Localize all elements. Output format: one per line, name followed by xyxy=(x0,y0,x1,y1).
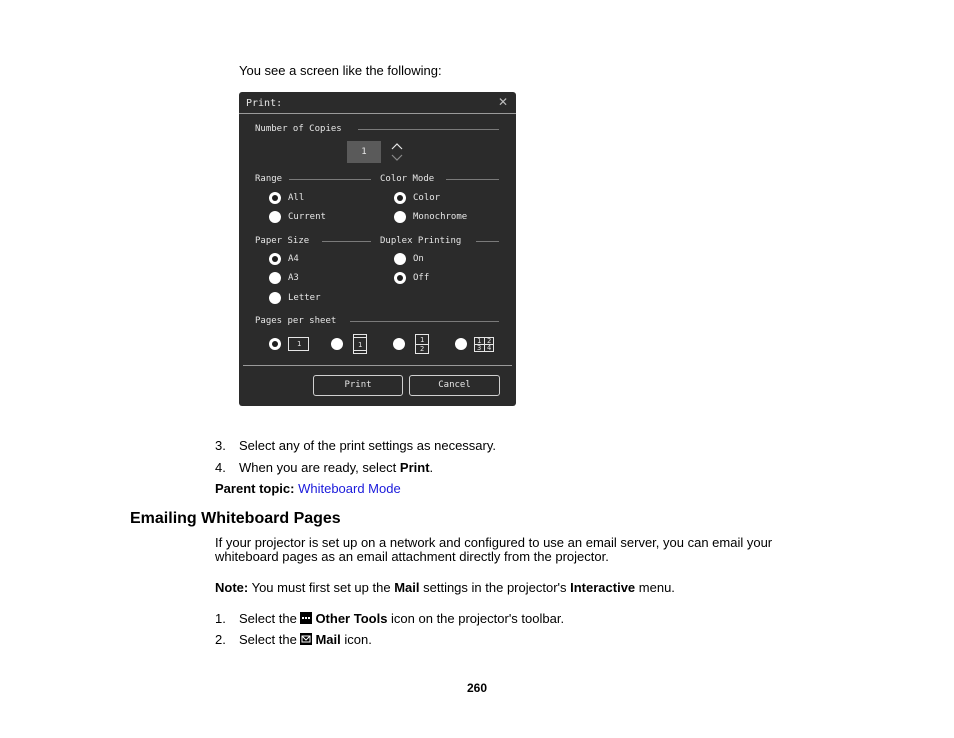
duplex-on-label: On xyxy=(413,254,424,264)
parent-topic-link[interactable]: Whiteboard Mode xyxy=(298,481,401,496)
note-t1: You must first set up the xyxy=(248,580,395,595)
print-button[interactable] xyxy=(313,375,403,396)
step-2-pre: Select the xyxy=(239,632,301,647)
step-3-text: Select any of the print settings as necessary. xyxy=(239,438,497,453)
step-1-number: 1. xyxy=(215,611,226,626)
range-all-label: All xyxy=(288,193,305,203)
copies-value: 1 xyxy=(361,147,367,157)
copies-label: Number of Copies xyxy=(255,124,342,134)
range-rule xyxy=(289,179,371,180)
paragraph-line-2: whiteboard pages as an email attachment directly from the projector. xyxy=(215,549,609,564)
note-b1: Mail xyxy=(394,580,420,595)
section-heading: Emailing Whiteboard Pages xyxy=(130,510,341,527)
parent-topic xyxy=(215,481,401,496)
duplex-label: Duplex Printing xyxy=(380,236,462,246)
step-2-text xyxy=(239,632,372,647)
layout-4-num2: 2 xyxy=(487,337,492,345)
print-button-label: Print xyxy=(344,380,372,390)
step-4-text xyxy=(239,460,433,475)
chevron-down-icon xyxy=(392,155,402,160)
color-mode-color-label: Color xyxy=(413,193,441,203)
range-all-radio[interactable] xyxy=(269,192,281,204)
duplex-on-radio[interactable] xyxy=(394,253,406,265)
color-mode-mono-label: Monochrome xyxy=(413,212,468,222)
range-current-radio[interactable] xyxy=(269,211,281,223)
pages-1-radio[interactable] xyxy=(269,338,281,350)
paper-a4-radio[interactable] xyxy=(269,253,281,265)
note-b2: Interactive xyxy=(570,580,636,595)
print-dialog xyxy=(239,92,516,406)
paper-size-rule xyxy=(322,241,371,242)
pages-per-sheet-label: Pages per sheet xyxy=(255,316,337,326)
cancel-button[interactable] xyxy=(409,375,500,396)
paper-a3-label: A3 xyxy=(288,273,299,283)
step-1-bold: Other Tools xyxy=(315,611,388,626)
color-mode-mono-radio[interactable] xyxy=(394,211,406,223)
layout-2a-icon xyxy=(353,334,367,354)
layout-1-num: 1 xyxy=(297,340,302,348)
pages-2a-radio[interactable] xyxy=(331,338,343,350)
paper-letter-label: Letter xyxy=(288,293,321,303)
parent-topic-label: Parent topic: xyxy=(215,481,295,496)
pages-2b-radio[interactable] xyxy=(393,338,405,350)
step-4-number: 4. xyxy=(215,460,226,475)
note-label: Note: xyxy=(215,580,249,595)
layout-4-num4: 4 xyxy=(487,344,492,352)
title-divider xyxy=(239,113,516,114)
footer-divider xyxy=(243,365,512,366)
copies-stepper[interactable] xyxy=(391,143,403,161)
more-dots-icon xyxy=(300,612,312,624)
color-mode-label: Color Mode xyxy=(380,174,435,184)
step-4-pre: When you are ready, select xyxy=(239,460,400,475)
layout-2b-num1: 1 xyxy=(420,336,425,344)
paper-letter-radio[interactable] xyxy=(269,292,281,304)
intro-text: You see a screen like the following: xyxy=(239,63,442,78)
range-label: Range xyxy=(255,174,283,184)
range-current-label: Current xyxy=(288,212,326,222)
layout-2b-icon xyxy=(415,334,429,354)
mail-icon xyxy=(300,633,312,645)
chevron-up-icon xyxy=(392,144,402,149)
step-2-number: 2. xyxy=(215,632,226,647)
paper-size-label: Paper Size xyxy=(255,236,310,246)
layout-4-icon xyxy=(474,337,494,352)
layout-2b-num2: 2 xyxy=(420,345,425,353)
duplex-off-radio[interactable] xyxy=(394,272,406,284)
layout-1-icon xyxy=(288,337,309,351)
note xyxy=(215,580,675,595)
duplex-off-label: Off xyxy=(413,273,430,283)
copies-input[interactable] xyxy=(347,141,381,163)
color-mode-color-radio[interactable] xyxy=(394,192,406,204)
step-3-number: 3. xyxy=(215,438,226,453)
step-4-post: . xyxy=(429,460,434,475)
copies-rule xyxy=(358,129,499,130)
paragraph-line-1: If your projector is set up on a network and configured to use an email server, you can email your xyxy=(215,535,773,550)
dialog-title: Print: xyxy=(246,98,283,109)
step-1-text xyxy=(239,611,564,626)
layout-4-num1: 1 xyxy=(477,337,482,345)
step-4-bold: Print xyxy=(399,460,430,475)
layout-4-num3: 3 xyxy=(477,344,482,352)
step-2-post: icon. xyxy=(340,632,372,647)
pages-per-sheet-rule xyxy=(350,321,499,322)
paper-a4-label: A4 xyxy=(288,254,299,264)
step-1-pre: Select the xyxy=(239,611,301,626)
close-icon[interactable]: ✕ xyxy=(498,95,509,109)
color-mode-rule xyxy=(446,179,499,180)
note-t3: menu. xyxy=(635,580,675,595)
step-1-post: icon on the projector's toolbar. xyxy=(387,611,565,626)
step-2-bold: Mail xyxy=(315,632,341,647)
page-number: 260 xyxy=(467,681,488,695)
note-t2: settings in the projector's xyxy=(419,580,571,595)
paper-a3-radio[interactable] xyxy=(269,272,281,284)
layout-2a-num: 1 xyxy=(358,341,363,349)
duplex-rule xyxy=(476,241,499,242)
cancel-button-label: Cancel xyxy=(438,380,471,390)
pages-4-radio[interactable] xyxy=(455,338,467,350)
